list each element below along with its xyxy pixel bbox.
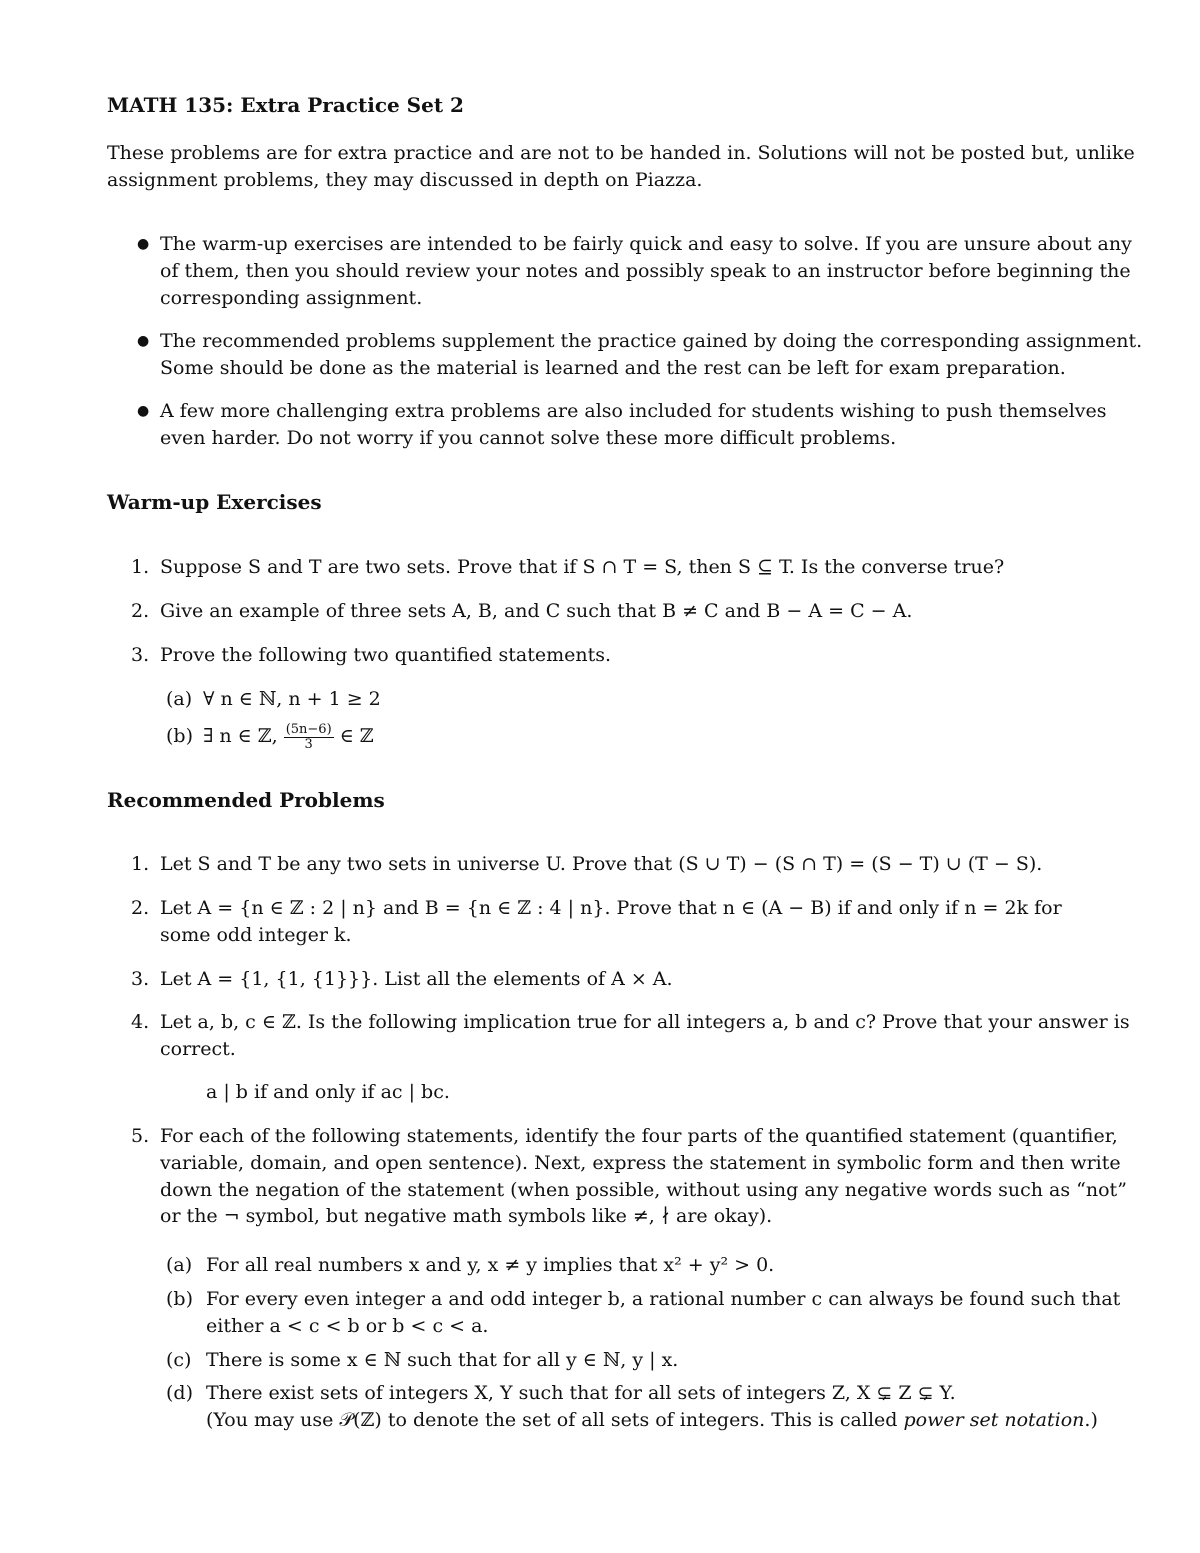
bullet-2-line-2: Some should be done as the material is learned and the rest can be left for exam preparation. bbox=[160, 357, 1066, 379]
rec-5b-line-1: For every even integer a and odd integer b, a rational number c can always be found such that bbox=[206, 1288, 1121, 1310]
rec-problem-3: Let A = {1, {1, {1}}}. List all the elements of A × A. bbox=[160, 968, 673, 990]
bullet-3-line-2: even harder. Do not worry if you cannot solve these more difficult problems. bbox=[160, 427, 897, 449]
warmup-item-1: Suppose S and T are two sets. Prove that if S ∩ T = S, then S ⊆ T. Is the converse true? bbox=[160, 556, 1005, 578]
intro-line-1: These problems are for extra practice and are not to be handed in. Solutions will not be posted but, unlike bbox=[107, 142, 1135, 164]
warmup-item-2: Give an example of three sets A, B, and C such that B ≠ C and B − A = C − A. bbox=[160, 600, 913, 622]
page-title: MATH 135: Extra Practice Set 2 bbox=[107, 93, 464, 117]
rec-problem-5-line-4: or the ¬ symbol, but negative math symbols like ≠, ∤ are okay). bbox=[160, 1205, 773, 1227]
warmup-sub-b bbox=[203, 716, 374, 756]
warmup-number-3: 3. bbox=[131, 644, 150, 666]
rec-number-4: 4. bbox=[131, 1011, 150, 1033]
rec-5d-note bbox=[206, 1408, 1098, 1432]
rec-number-1: 1. bbox=[131, 853, 150, 875]
rec-5d-label: (d) bbox=[166, 1382, 193, 1404]
rec-5c-text: There is some x ∈ ℕ such that for all y ∈ ℕ, y | x. bbox=[206, 1349, 679, 1371]
rec-problem-5-line-2: variable, domain, and open sentence). Next, express the statement in symbolic form and then write bbox=[160, 1152, 1121, 1174]
rec-problem-5-line-1: For each of the following statements, identify the four parts of the quantified statement (quantifier, bbox=[160, 1125, 1118, 1147]
bullet-1-line-2: of them, then you should review your notes and possibly speak to an instructor before beginning the bbox=[160, 260, 1131, 282]
rec-5b-line-2: either a < c < b or b < c < a. bbox=[206, 1315, 489, 1337]
rec-5a-label: (a) bbox=[166, 1254, 193, 1276]
bullet-icon: ● bbox=[137, 403, 150, 419]
bullet-icon: ● bbox=[137, 236, 150, 252]
bullet-1-line-3: corresponding assignment. bbox=[160, 287, 423, 309]
rec-problem-4-line-2: correct. bbox=[160, 1038, 236, 1060]
warmup-item-3: Prove the following two quantified statements. bbox=[160, 644, 612, 666]
rec-number-3: 3. bbox=[131, 968, 150, 990]
warmup-number-1: 1. bbox=[131, 556, 150, 578]
rec-problem-2-line-2: some odd integer k. bbox=[160, 924, 352, 946]
rec-problem-4-line-1: Let a, b, c ∈ ℤ. Is the following implication true for all integers a, b and c? Prove that your answer is bbox=[160, 1011, 1130, 1033]
rec-5c-label: (c) bbox=[166, 1349, 192, 1371]
rec-problem-2-line-1: Let A = {n ∈ ℤ : 2 | n} and B = {n ∈ ℤ : 4 | n}. Prove that n ∈ (A − B) if and only if n = 2k for bbox=[160, 897, 1062, 919]
warmup-sub-b-label: (b) bbox=[166, 725, 193, 747]
fraction-denominator: 3 bbox=[304, 736, 313, 752]
rec-5d-note-emphasis: power set notation bbox=[903, 1409, 1085, 1431]
rec-5a-text: For all real numbers x and y, x ≠ y implies that x² + y² > 0. bbox=[206, 1254, 775, 1276]
warmup-number-2: 2. bbox=[131, 600, 150, 622]
rec-number-2: 2. bbox=[131, 897, 150, 919]
bullet-2-line-1: The recommended problems supplement the practice gained by doing the corresponding assignment. bbox=[160, 330, 1143, 352]
rec-number-5: 5. bbox=[131, 1125, 150, 1147]
warmup-heading: Warm-up Exercises bbox=[107, 490, 322, 514]
warmup-sub-a: ∀ n ∈ ℕ, n + 1 ≥ 2 bbox=[203, 688, 381, 710]
rec-problem-1: Let S and T be any two sets in universe U. Prove that (S ∪ T) − (S ∩ T) = (S − T) ∪ (T − S). bbox=[160, 853, 1043, 875]
rec-5b-label: (b) bbox=[166, 1288, 193, 1310]
warmup-sub-a-label: (a) bbox=[166, 688, 193, 710]
recommended-heading: Recommended Problems bbox=[107, 788, 385, 812]
intro-line-2: assignment problems, they may discussed in depth on Piazza. bbox=[107, 169, 703, 191]
fraction bbox=[284, 723, 334, 752]
rec-5d-note-pre: (You may use 𝒫(ℤ) to denote the set of all sets of integers. This is called bbox=[206, 1409, 904, 1431]
bullet-1-line-1: The warm-up exercises are intended to be fairly quick and easy to solve. If you are unsure about any bbox=[160, 233, 1132, 255]
fraction-numerator: (5n−6) bbox=[285, 721, 332, 737]
rec-problem-4-statement: a | b if and only if ac | bc. bbox=[206, 1081, 450, 1103]
bullet-icon: ● bbox=[137, 333, 150, 349]
rec-5d-text: There exist sets of integers X, Y such that for all sets of integers Z, X ⊊ Z ⊊ Y. bbox=[206, 1382, 956, 1404]
rec-5d-note-post: .) bbox=[1084, 1409, 1098, 1431]
bullet-3-line-1: A few more challenging extra problems are also included for students wishing to push themselves bbox=[160, 400, 1107, 422]
warmup-sub-b-pre: ∃ n ∈ ℤ, bbox=[203, 725, 278, 747]
rec-problem-5-line-3: down the negation of the statement (when possible, without using any negative words such as “not” bbox=[160, 1179, 1127, 1201]
warmup-sub-b-post: ∈ ℤ bbox=[339, 725, 374, 747]
